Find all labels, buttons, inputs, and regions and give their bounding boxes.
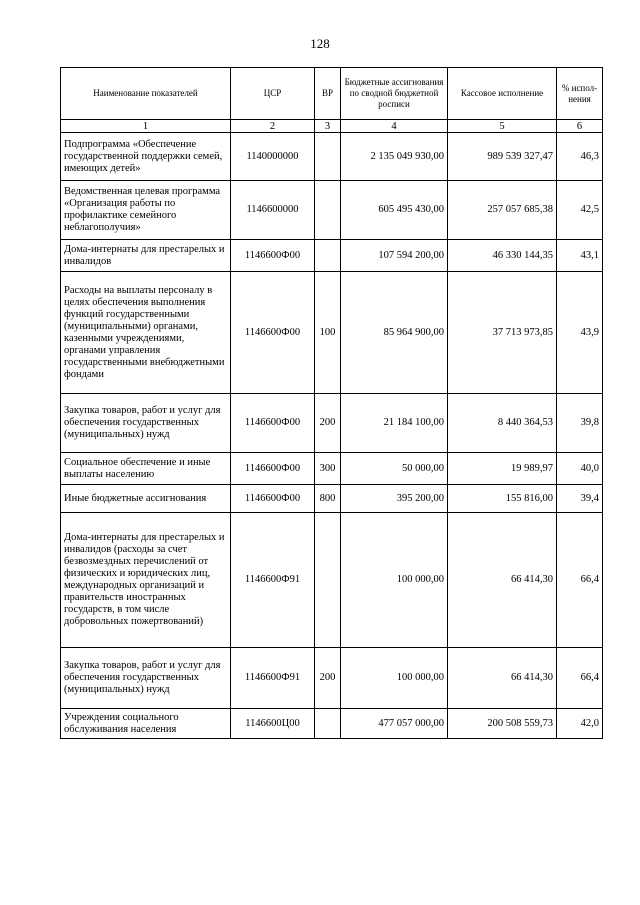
table-row	[61, 709, 603, 739]
row-csr: 1146600Ф00	[231, 485, 315, 513]
row-percent: 42,0	[557, 709, 603, 739]
row-csr: 1140000000	[231, 133, 315, 181]
row-percent: 66,4	[557, 648, 603, 709]
row-vr: 200	[315, 648, 341, 709]
row-csr: 1146600Ф00	[231, 453, 315, 485]
column-number: 6	[557, 120, 603, 133]
row-percent: 42,5	[557, 181, 603, 240]
table-row	[61, 240, 603, 272]
row-executed: 989 539 327,47	[448, 133, 557, 181]
header-execution-percent: % испол-нения	[557, 68, 603, 120]
row-name: Учреждения социального обслуживания населения	[61, 709, 231, 739]
page-number: 128	[310, 36, 330, 51]
row-name: Иные бюджетные ассигнования	[61, 485, 231, 513]
budget-execution-table	[60, 67, 603, 739]
row-vr	[315, 709, 341, 739]
row-executed: 257 057 685,38	[448, 181, 557, 240]
row-percent: 46,3	[557, 133, 603, 181]
row-budget: 100 000,00	[341, 648, 448, 709]
row-vr: 100	[315, 272, 341, 394]
row-percent: 40,0	[557, 453, 603, 485]
row-executed: 19 989,97	[448, 453, 557, 485]
row-vr: 300	[315, 453, 341, 485]
row-vr	[315, 181, 341, 240]
row-percent: 43,1	[557, 240, 603, 272]
row-name: Социальное обеспечение и иные выплаты населению	[61, 453, 231, 485]
header-vr: ВР	[315, 68, 341, 120]
column-number: 4	[341, 120, 448, 133]
row-name: Закупка товаров, работ и услуг для обеспечения государственных (муниципальных) нужд	[61, 648, 231, 709]
row-budget: 395 200,00	[341, 485, 448, 513]
column-number: 5	[448, 120, 557, 133]
row-csr: 1146600Ц00	[231, 709, 315, 739]
row-name: Дома-интернаты для престарелых и инвалидов	[61, 240, 231, 272]
row-budget: 107 594 200,00	[341, 240, 448, 272]
row-executed: 66 414,30	[448, 648, 557, 709]
row-vr: 800	[315, 485, 341, 513]
row-budget: 477 057 000,00	[341, 709, 448, 739]
row-executed: 155 816,00	[448, 485, 557, 513]
header-cash-execution: Кассовое исполнение	[448, 68, 557, 120]
row-executed: 66 414,30	[448, 513, 557, 648]
column-numbers-row	[61, 120, 603, 133]
row-percent: 66,4	[557, 513, 603, 648]
row-vr: 200	[315, 394, 341, 453]
row-percent: 43,9	[557, 272, 603, 394]
row-name: Закупка товаров, работ и услуг для обеспечения государственных (муниципальных) нужд	[61, 394, 231, 453]
row-budget: 100 000,00	[341, 513, 448, 648]
row-executed: 46 330 144,35	[448, 240, 557, 272]
row-budget: 21 184 100,00	[341, 394, 448, 453]
row-csr: 1146600000	[231, 181, 315, 240]
table-row	[61, 513, 603, 648]
row-budget: 2 135 049 930,00	[341, 133, 448, 181]
table-row	[61, 181, 603, 240]
row-budget: 605 495 430,00	[341, 181, 448, 240]
column-number: 2	[231, 120, 315, 133]
column-number: 1	[61, 120, 231, 133]
header-csr: ЦСР	[231, 68, 315, 120]
row-vr	[315, 240, 341, 272]
row-csr: 1146600Ф91	[231, 648, 315, 709]
row-executed: 200 508 559,73	[448, 709, 557, 739]
header-indicator-name: Наименование показателей	[61, 68, 231, 120]
table-row	[61, 272, 603, 394]
row-csr: 1146600Ф00	[231, 240, 315, 272]
row-name: Ведомственная целевая программа «Организация работы по профилактике семейного неблагополучия»	[61, 181, 231, 240]
column-number: 3	[315, 120, 341, 133]
row-name: Подпрограмма «Обеспечение государственной поддержки семей, имеющих детей»	[61, 133, 231, 181]
row-budget: 85 964 900,00	[341, 272, 448, 394]
row-csr: 1146600Ф00	[231, 394, 315, 453]
row-csr: 1146600Ф00	[231, 272, 315, 394]
table-row	[61, 394, 603, 453]
row-name: Дома-интернаты для престарелых и инвалидов (расходы за счет безвозмездных перечислений от физических и юридических лиц, международных организаций и правительств иностранных государств, в том числе добровольных пожертвований)	[61, 513, 231, 648]
table-row	[61, 133, 603, 181]
row-name: Расходы на выплаты персоналу в целях обеспечения выполнения функций государственными (муниципальными) органами, казенными учреждениями, органами управления государственными внебюджетными фондами	[61, 272, 231, 394]
table-row	[61, 648, 603, 709]
header-budget-allocations: Бюджетные ассигнования по сводной бюджетной росписи	[341, 68, 448, 120]
row-vr	[315, 133, 341, 181]
row-executed: 8 440 364,53	[448, 394, 557, 453]
row-percent: 39,4	[557, 485, 603, 513]
row-budget: 50 000,00	[341, 453, 448, 485]
table-row	[61, 453, 603, 485]
row-csr: 1146600Ф91	[231, 513, 315, 648]
table-row	[61, 485, 603, 513]
row-vr	[315, 513, 341, 648]
row-executed: 37 713 973,85	[448, 272, 557, 394]
row-percent: 39,8	[557, 394, 603, 453]
table-header-row	[61, 68, 603, 120]
